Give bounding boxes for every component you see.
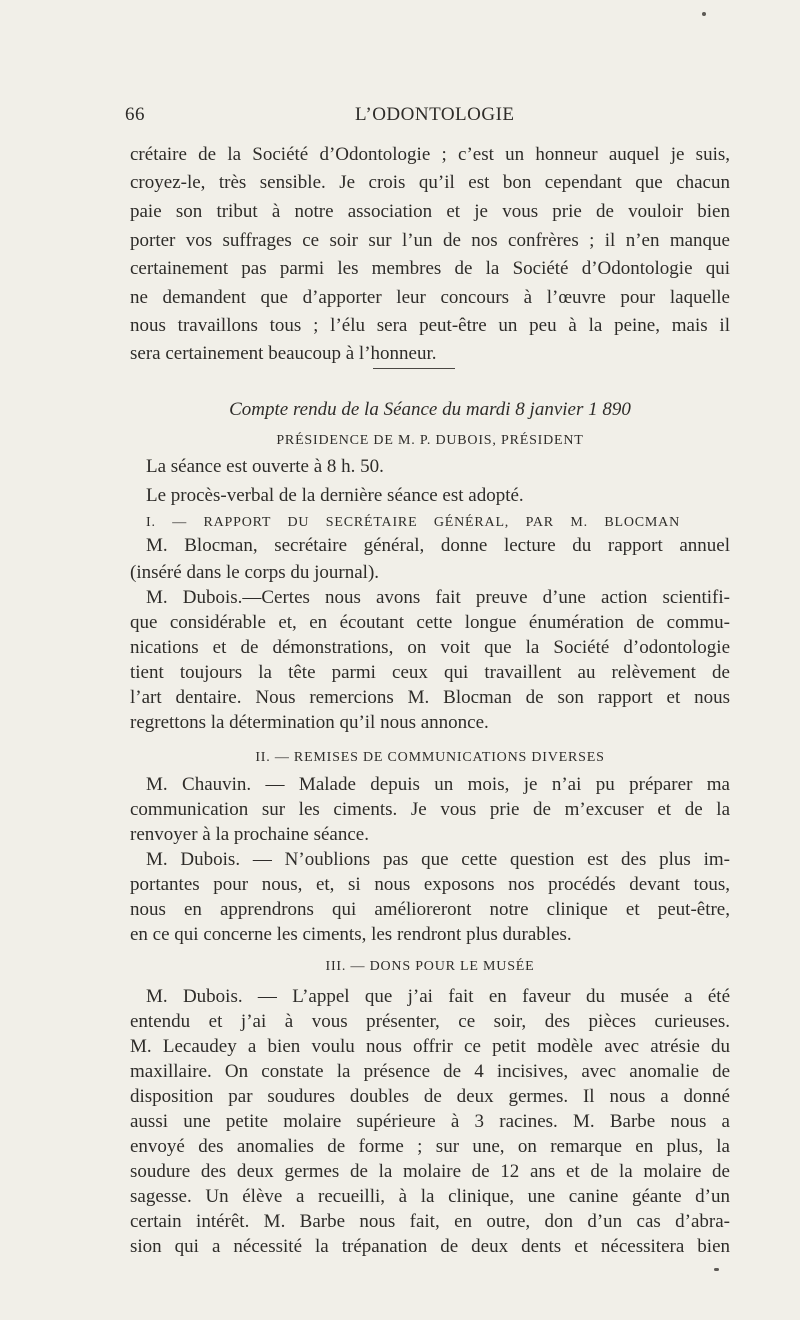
- text-line: paie son tribut à notre association et je vous prie de vouloir bien: [130, 201, 730, 222]
- text-line: portantes pour nous, et, si nous exposons nos procédés devant tous,: [130, 874, 730, 895]
- text-line: crétaire de la Société d’Odontologie ; c’est un honneur auquel je suis,: [130, 144, 730, 165]
- text-line: envoyé des anomalies de forme ; sur une, on remarque en plus, la: [130, 1136, 730, 1157]
- running-title: L’ODONTOLOGIE: [355, 104, 515, 125]
- text-line: nications et de démonstrations, on voit que la Société d’odontologie: [130, 637, 730, 658]
- text-line: nous en apprendrons qui amélioreront notre clinique et peut-être,: [130, 899, 730, 920]
- text-line: M. Dubois.—Certes nous avons fait preuve d’une action scientifi-: [146, 587, 730, 608]
- session-title: Compte rendu de la Séance du mardi 8 janvier 1 890: [229, 399, 631, 420]
- text-line: en ce qui concerne les ciments, les rendront plus durables.: [130, 924, 572, 945]
- text-line: M. Dubois. — L’appel que j’ai fait en faveur du musée a été: [146, 986, 730, 1007]
- text-line: ne demandent que d’apporter leur concours à l’œuvre pour laquelle: [130, 287, 730, 308]
- text-line: M. Chauvin. — Malade depuis un mois, je n’ai pu préparer ma: [146, 774, 730, 795]
- text-line: La séance est ouverte à 8 h. 50.: [146, 456, 384, 477]
- text-line: maxillaire. On constate la présence de 4 incisives, avec anomalie de: [130, 1061, 730, 1082]
- text-line: M. Lecaudey a bien voulu nous offrir ce petit modèle avec atrésie du: [130, 1036, 730, 1057]
- text-line: nous travaillons tous ; l’élu sera peut-être un peu à la peine, mais il: [130, 315, 730, 336]
- text-line: renvoyer à la prochaine séance.: [130, 824, 369, 845]
- page-header: [125, 104, 677, 134]
- text-line: certain intérêt. M. Barbe nous fait, en outre, don d’un cas d’abra-: [130, 1211, 730, 1232]
- paper-speck: [702, 12, 706, 16]
- text-line: porter vos suffrages ce soir sur l’un de nos confrères ; il n’en manque: [130, 230, 730, 251]
- text-line: M. Dubois. — N’oublions pas que cette question est des plus im-: [146, 849, 730, 870]
- text-line: sera certainement beaucoup à l’honneur.: [130, 343, 437, 364]
- text-line: aussi une petite molaire supérieure à 3 racines. M. Barbe nous a: [130, 1111, 730, 1132]
- text-line: que considérable et, en écoutant cette longue énumération de commu-: [130, 612, 730, 633]
- section-heading-2: II. — REMISES DE COMMUNICATIONS DIVERSES: [255, 750, 605, 765]
- section-heading-1: I. — RAPPORT DU SECRÉTAIRE GÉNÉRAL, PAR M. BLOCMAN: [146, 515, 680, 530]
- section-heading-3: III. — DONS POUR LE MUSÉE: [325, 959, 535, 974]
- paper-speck: [714, 1268, 719, 1271]
- text-line: communication sur les ciments. Je vous prie de m’excuser et de la: [130, 799, 730, 820]
- text-line: tient toujours la tête parmi ceux qui travaillent au relèvement de: [130, 662, 730, 683]
- section-divider: [373, 368, 455, 369]
- text-line: (inséré dans le corps du journal).: [130, 562, 380, 583]
- page-number: 66: [125, 104, 145, 125]
- text-line: l’art dentaire. Nous remercions M. Blocman de son rapport et nous: [130, 687, 730, 708]
- text-line: sion qui a nécessité la trépanation de deux dents et nécessitera bien: [130, 1236, 730, 1257]
- text-line: croyez-le, très sensible. Je crois qu’il est bon cependant que chacun: [130, 172, 730, 193]
- presidency-heading: PRÉSIDENCE DE M. P. DUBOIS, PRÉSIDENT: [276, 433, 584, 448]
- text-line: certainement pas parmi les membres de la Société d’Odontologie qui: [130, 258, 730, 279]
- text-line: entendu et j’ai à vous présenter, ce soir, des pièces curieuses.: [130, 1011, 730, 1032]
- text-line: sagesse. Un élève a recueilli, à la clinique, une canine géante d’un: [130, 1186, 730, 1207]
- text-line: regrettons la détermination qu’il nous annonce.: [130, 712, 489, 733]
- text-line: Le procès-verbal de la dernière séance est adopté.: [146, 485, 524, 506]
- text-line: soudure des deux germes de la molaire de 12 ans et de la molaire de: [130, 1161, 730, 1182]
- text-line: M. Blocman, secrétaire général, donne lecture du rapport annuel: [146, 535, 730, 556]
- text-line: disposition par soudures doubles de deux germes. Il nous a donné: [130, 1086, 730, 1107]
